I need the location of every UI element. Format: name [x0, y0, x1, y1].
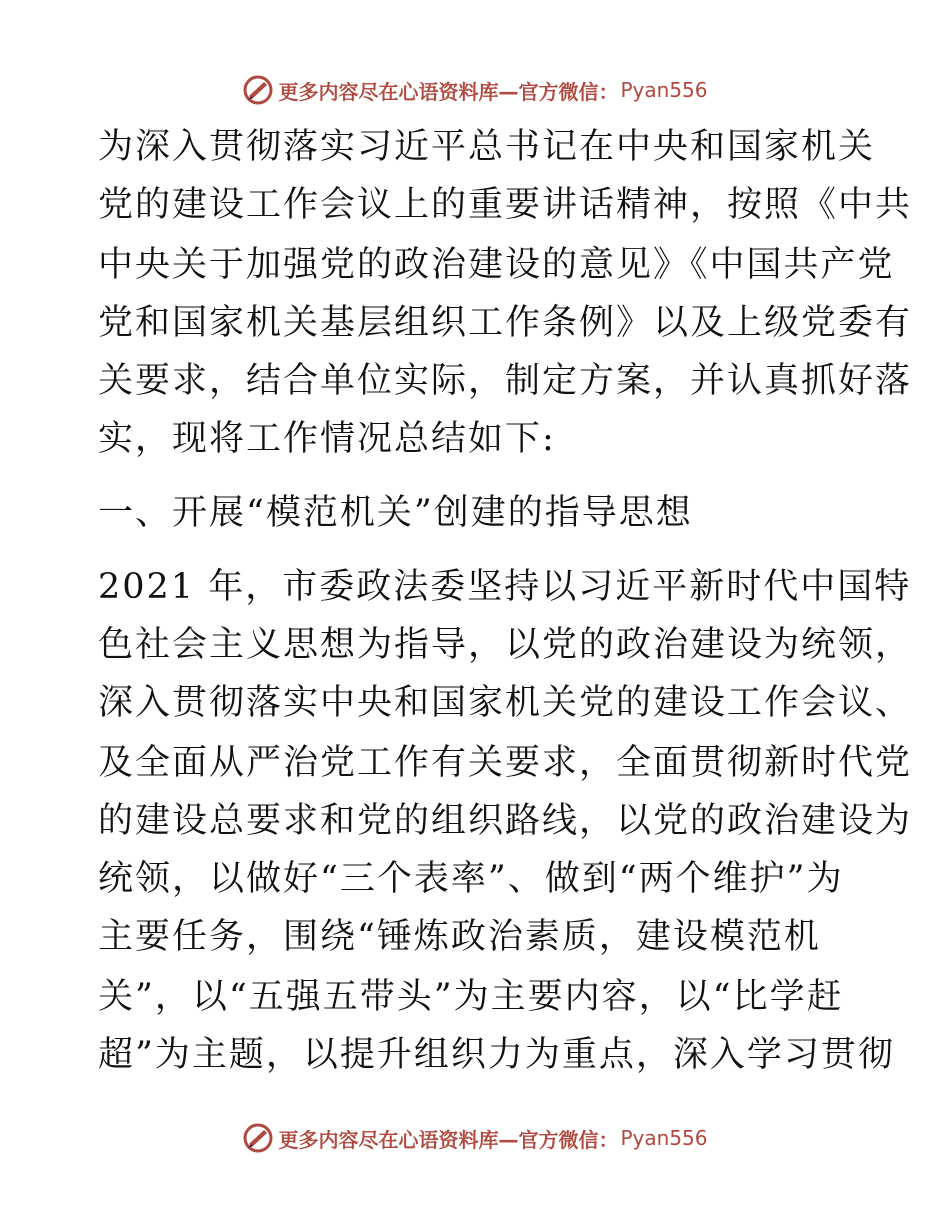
watermark-text: 更多内容尽在心语资料库—官方微信： [278, 1127, 619, 1152]
header-watermark [0, 70, 950, 110]
watermark-account: Pyan556 [620, 78, 708, 102]
document-line: 实，现将工作情况总结如下: [98, 419, 556, 459]
document-line: 党的建设工作会议上的重要讲话精神，按照《中共 [98, 185, 913, 225]
watermark-account: Pyan556 [620, 1126, 708, 1150]
document-line: 超”为主题，以提升组织力为重点，深入学习贯彻 [98, 1035, 895, 1075]
book-pen-logo-icon [242, 74, 274, 106]
document-line: 统领，以做好“三个表率”、做到“两个维护”为 [98, 859, 844, 899]
document-line: 关”，以“五强五带头”为主要内容，以“比学赶 [98, 977, 844, 1017]
document-line: 及全面从严治党工作有关要求，全面贯彻新时代党 [98, 743, 913, 783]
document-line: 党和国家机关基层组织工作条例》以及上级党委有 [98, 303, 913, 343]
document-line: 关要求，结合单位实际，制定方案，并认真抓好落 [98, 361, 913, 401]
book-pen-logo-icon [242, 1122, 274, 1154]
document-line: 深入贯彻落实中央和国家机关党的建设工作会议、 [98, 683, 913, 723]
document-line: 主要任务，围绕“锤炼政治素质，建设模范机 [98, 917, 821, 957]
document-line: 2021 年，市委政法委坚持以习近平新时代中国特 [98, 567, 912, 607]
footer-watermark [0, 1118, 950, 1158]
watermark-text: 更多内容尽在心语资料库—官方微信： [278, 79, 619, 104]
document-line: 中央关于加强党的政治建设的意见》《中国共产党 [98, 245, 895, 285]
document-line: 一、开展“模范机关”创建的指导思想 [98, 493, 693, 533]
document-line: 的建设总要求和党的组织路线，以党的政治建设为 [98, 801, 913, 841]
document-line: 色社会主义思想为指导，以党的政治建设为统领， [98, 625, 913, 665]
document-line: 为深入贯彻落实习近平总书记在中央和国家机关 [98, 127, 876, 167]
